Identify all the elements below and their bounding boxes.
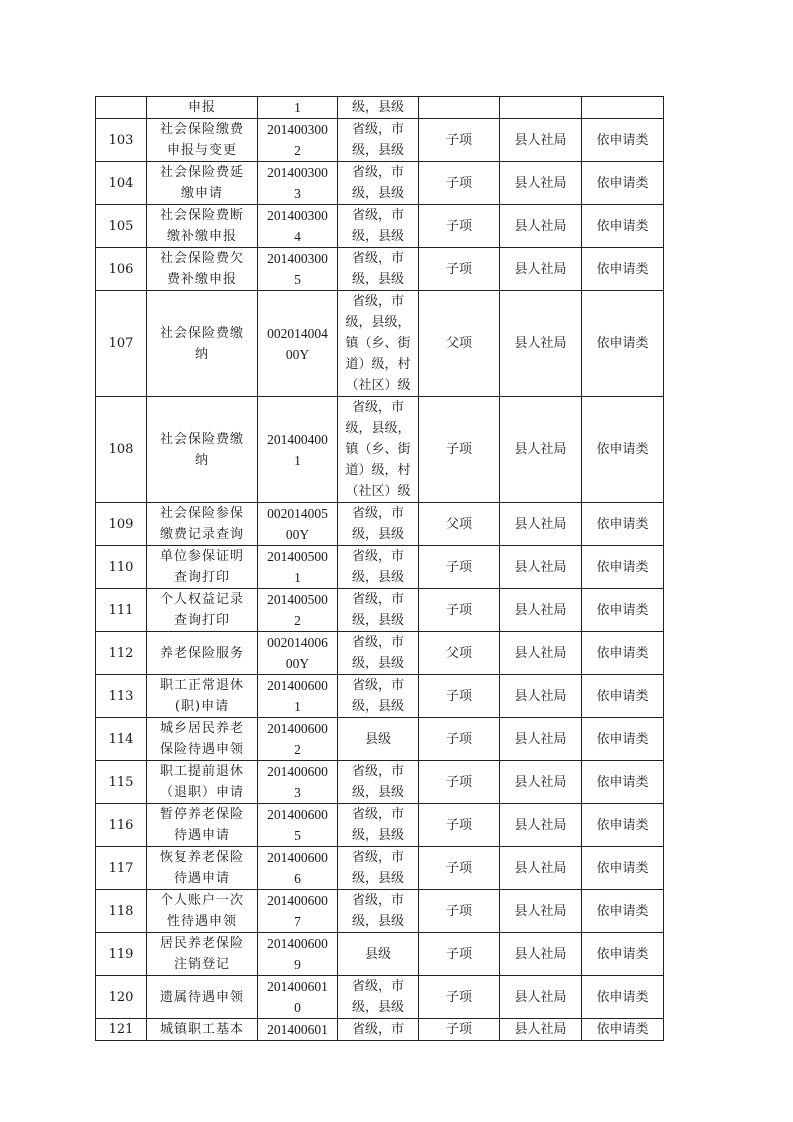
item-name-line: 待遇申请 — [173, 828, 230, 843]
applicable-level-line: 级，县级 — [351, 699, 404, 714]
row-number-cell: 108 — [96, 397, 147, 503]
row-number-cell: 118 — [96, 890, 147, 933]
table-row — [96, 589, 664, 632]
item-name-line: 性待遇申领 — [166, 914, 237, 929]
item-name-cell — [147, 1019, 258, 1041]
department-cell: 县人社局 — [500, 718, 582, 761]
applicable-level-line: 级，县级 — [351, 272, 404, 287]
item-type-cell: 子项 — [419, 933, 500, 976]
applicable-level-line: 省级，市 — [351, 850, 404, 865]
item-type-cell: 子项 — [419, 718, 500, 761]
item-code-cell — [258, 162, 338, 205]
applicable-level-line: 级，县级 — [351, 656, 404, 671]
row-number-cell: 103 — [96, 119, 147, 162]
item-name-cell — [147, 546, 258, 589]
applicable-level-line: 级，县级 — [351, 100, 404, 115]
applicable-level-cell — [338, 397, 419, 503]
department-cell: 县人社局 — [500, 933, 582, 976]
item-code-line: 201400300 — [267, 208, 328, 223]
item-name-cell — [147, 890, 258, 933]
item-name-line: 城乡居民养老 — [159, 721, 244, 736]
item-name-line: 社会保险费缴 — [159, 431, 244, 447]
category-cell: 依申请类 — [582, 119, 664, 162]
applicable-level-line: 级，县级， — [345, 421, 411, 436]
item-code-line: 0 — [294, 1000, 301, 1015]
item-name-cell — [147, 97, 258, 119]
item-type-cell: 父项 — [419, 632, 500, 675]
row-number-cell: 113 — [96, 675, 147, 718]
item-code-line: 4 — [294, 229, 301, 244]
item-code-line: 2 — [294, 613, 301, 628]
applicable-level-cell — [338, 291, 419, 397]
applicable-level-line: 省级，市 — [351, 764, 404, 779]
row-number-cell: 105 — [96, 205, 147, 248]
applicable-level-line: 级，县级 — [351, 914, 404, 929]
applicable-level-cell — [338, 162, 419, 205]
item-code-line: 6 — [294, 871, 301, 886]
applicable-level-line: 省级，市 — [351, 979, 404, 994]
item-name-line: 缴申请 — [180, 186, 223, 201]
applicable-level-line: 省级，市 — [351, 294, 404, 309]
row-number-cell: 117 — [96, 847, 147, 890]
item-code-cell — [258, 761, 338, 804]
applicable-level-line: 省级，市 — [351, 400, 404, 415]
applicable-level-line: 镇（乡、街 — [345, 442, 411, 457]
row-number-cell: 115 — [96, 761, 147, 804]
applicable-level-line: 省级，市 — [351, 208, 404, 223]
item-code-line: 3 — [294, 186, 301, 201]
item-code-cell — [258, 291, 338, 397]
applicable-level-line: 级，县级 — [351, 613, 404, 628]
applicable-level-line: 省级，市 — [351, 893, 404, 908]
item-code-line: 201400600 — [267, 936, 328, 951]
item-code-cell — [258, 675, 338, 718]
category-cell: 依申请类 — [582, 205, 664, 248]
item-name-cell — [147, 933, 258, 976]
item-name-line: 费补缴申报 — [166, 272, 237, 287]
item-name-cell — [147, 718, 258, 761]
applicable-level-line: 县级 — [364, 731, 391, 747]
applicable-level-cell — [338, 97, 419, 119]
category-cell: 依申请类 — [582, 976, 664, 1019]
item-name-line: 申报与变更 — [166, 143, 237, 158]
item-name-line: 申报 — [187, 100, 216, 115]
item-name-cell — [147, 632, 258, 675]
item-code-cell — [258, 632, 338, 675]
applicable-level-line: 道）级，村 — [345, 357, 411, 372]
item-type-cell: 子项 — [419, 890, 500, 933]
applicable-level-line: 道）级，村 — [345, 463, 411, 478]
item-code-line: 5 — [294, 272, 301, 287]
item-code-line: 1 — [294, 452, 301, 468]
table-row — [96, 1019, 664, 1041]
table-row — [96, 97, 664, 119]
category-cell — [582, 97, 664, 119]
applicable-level-cell — [338, 890, 419, 933]
applicable-level-line: 省级，市 — [351, 1022, 404, 1037]
table-row — [96, 205, 664, 248]
department-cell: 县人社局 — [500, 1019, 582, 1041]
department-cell: 县人社局 — [500, 397, 582, 503]
item-name-cell — [147, 397, 258, 503]
applicable-level-cell — [338, 503, 419, 546]
item-type-cell: 子项 — [419, 847, 500, 890]
item-type-cell: 子项 — [419, 1019, 500, 1041]
item-type-cell: 子项 — [419, 248, 500, 291]
table-row — [96, 847, 664, 890]
table-row — [96, 291, 664, 397]
applicable-level-cell — [338, 933, 419, 976]
applicable-level-line: 级，县级 — [351, 143, 404, 158]
item-name-cell — [147, 804, 258, 847]
item-name-line: 城镇职工基本 — [159, 1022, 244, 1037]
applicable-level-line: 级，县级 — [351, 527, 404, 542]
item-code-line: 201400601 — [267, 979, 328, 994]
item-name-line: 查询打印 — [173, 613, 230, 628]
department-cell: 县人社局 — [500, 890, 582, 933]
department-cell: 县人社局 — [500, 632, 582, 675]
item-type-cell: 子项 — [419, 589, 500, 632]
item-code-line: 201400600 — [267, 893, 328, 908]
applicable-level-line: 级，县级 — [351, 186, 404, 201]
category-cell: 依申请类 — [582, 291, 664, 397]
table-row — [96, 503, 664, 546]
category-cell: 依申请类 — [582, 675, 664, 718]
item-code-line: 7 — [294, 914, 301, 929]
item-code-line: 201400600 — [267, 850, 328, 865]
item-name-line: 缴补缴申报 — [166, 229, 237, 244]
item-code-line: 9 — [294, 957, 301, 972]
item-code-cell — [258, 933, 338, 976]
table-row — [96, 546, 664, 589]
category-cell: 依申请类 — [582, 546, 664, 589]
item-name-line: 社会保险费断 — [159, 208, 244, 223]
item-code-line: 002014006 — [267, 635, 328, 650]
applicable-level-line: 省级，市 — [351, 165, 404, 180]
item-code-cell — [258, 847, 338, 890]
department-cell: 县人社局 — [500, 205, 582, 248]
item-name-line: 社会保险费欠 — [159, 251, 244, 266]
applicable-level-line: 级，县级 — [351, 570, 404, 585]
applicable-level-line: （社区）级 — [345, 378, 411, 393]
category-cell: 依申请类 — [582, 718, 664, 761]
applicable-level-line: 县级 — [364, 946, 391, 962]
department-cell: 县人社局 — [500, 589, 582, 632]
applicable-level-line: 镇（乡、街 — [345, 336, 411, 351]
department-cell: 县人社局 — [500, 761, 582, 804]
item-code-cell — [258, 205, 338, 248]
item-type-cell: 子项 — [419, 205, 500, 248]
applicable-level-cell — [338, 546, 419, 589]
item-code-cell — [258, 1019, 338, 1041]
item-name-line: （退职）申请 — [159, 785, 244, 800]
item-name-cell — [147, 248, 258, 291]
applicable-level-cell — [338, 675, 419, 718]
item-code-cell — [258, 589, 338, 632]
item-name-line: 个人权益记录 — [159, 592, 244, 607]
category-cell: 依申请类 — [582, 761, 664, 804]
item-type-cell: 子项 — [419, 804, 500, 847]
item-code-line: 201400300 — [267, 165, 328, 180]
category-cell: 依申请类 — [582, 162, 664, 205]
item-code-line: 201400500 — [267, 549, 328, 564]
applicable-level-line: 省级，市 — [351, 251, 404, 266]
item-name-cell — [147, 589, 258, 632]
item-code-line: 3 — [294, 785, 301, 800]
item-name-cell — [147, 119, 258, 162]
applicable-level-line: 级，县级 — [351, 871, 404, 886]
item-name-line: 恢复养老保险 — [159, 850, 244, 865]
item-name-line: 社会保险费延 — [159, 165, 244, 180]
applicable-level-line: 省级，市 — [351, 592, 404, 607]
department-cell: 县人社局 — [500, 248, 582, 291]
department-cell: 县人社局 — [500, 546, 582, 589]
applicable-level-line: 省级，市 — [351, 122, 404, 137]
item-code-cell — [258, 546, 338, 589]
item-code-cell — [258, 97, 338, 119]
applicable-level-line: 省级，市 — [351, 635, 404, 650]
row-number-cell: 107 — [96, 291, 147, 397]
item-name-line: 职工提前退休 — [159, 764, 244, 779]
category-cell: 依申请类 — [582, 397, 664, 503]
applicable-level-cell — [338, 632, 419, 675]
item-code-line: 201400600 — [267, 807, 328, 822]
item-type-cell: 子项 — [419, 546, 500, 589]
item-code-line: 1 — [294, 100, 301, 115]
department-cell — [500, 97, 582, 119]
item-code-cell — [258, 119, 338, 162]
item-name-line: 单位参保证明 — [159, 549, 244, 564]
category-cell: 依申请类 — [582, 503, 664, 546]
applicable-level-line: （社区）级 — [345, 484, 411, 499]
item-type-cell: 子项 — [419, 675, 500, 718]
item-code-line: 1 — [294, 570, 301, 585]
item-type-cell: 父项 — [419, 291, 500, 397]
item-type-cell: 子项 — [419, 162, 500, 205]
department-cell: 县人社局 — [500, 675, 582, 718]
item-name-line: 纳 — [194, 346, 209, 362]
item-name-line: 缴费记录查询 — [159, 527, 244, 542]
item-code-cell — [258, 397, 338, 503]
applicable-level-line: 级，县级 — [351, 229, 404, 244]
applicable-level-cell — [338, 847, 419, 890]
item-name-line: 个人账户一次 — [159, 893, 244, 908]
row-number-cell — [96, 97, 147, 119]
applicable-level-line: 级，县级， — [345, 315, 411, 330]
item-name-line: 遗属待遇申领 — [159, 989, 244, 1005]
item-code-line: 2 — [294, 143, 301, 158]
item-code-cell — [258, 503, 338, 546]
department-cell: 县人社局 — [500, 162, 582, 205]
row-number-cell: 112 — [96, 632, 147, 675]
table-row — [96, 718, 664, 761]
row-number-cell: 104 — [96, 162, 147, 205]
table-row — [96, 804, 664, 847]
applicable-level-line: 省级，市 — [351, 506, 404, 521]
item-name-line: 职工正常退休 — [159, 678, 244, 693]
category-cell: 依申请类 — [582, 933, 664, 976]
applicable-level-cell — [338, 1019, 419, 1041]
category-cell: 依申请类 — [582, 890, 664, 933]
row-number-cell: 106 — [96, 248, 147, 291]
category-cell: 依申请类 — [582, 804, 664, 847]
item-code-line: 00Y — [285, 346, 310, 362]
item-code-cell — [258, 248, 338, 291]
item-code-line: 1 — [294, 699, 301, 714]
item-type-cell: 子项 — [419, 119, 500, 162]
item-name-cell — [147, 847, 258, 890]
item-type-cell — [419, 97, 500, 119]
table-row — [96, 675, 664, 718]
row-number-cell: 120 — [96, 976, 147, 1019]
applicable-level-line: 级，县级 — [351, 828, 404, 843]
row-number-cell: 121 — [96, 1019, 147, 1041]
item-name-line: 社会保险缴费 — [159, 122, 244, 137]
department-cell: 县人社局 — [500, 291, 582, 397]
department-cell: 县人社局 — [500, 119, 582, 162]
row-number-cell: 110 — [96, 546, 147, 589]
item-name-cell — [147, 291, 258, 397]
row-number-cell: 114 — [96, 718, 147, 761]
item-type-cell: 子项 — [419, 976, 500, 1019]
category-cell: 依申请类 — [582, 248, 664, 291]
table-row — [96, 890, 664, 933]
item-code-line: 201400300 — [267, 251, 328, 266]
category-cell: 依申请类 — [582, 632, 664, 675]
item-name-line: 居民养老保险 — [159, 936, 244, 951]
item-type-cell: 子项 — [419, 761, 500, 804]
department-cell: 县人社局 — [500, 847, 582, 890]
row-number-cell: 111 — [96, 589, 147, 632]
item-name-line: 养老保险服务 — [159, 645, 244, 661]
applicable-level-cell — [338, 761, 419, 804]
item-name-cell — [147, 976, 258, 1019]
item-code-line: 201400600 — [267, 678, 328, 693]
table-row — [96, 248, 664, 291]
row-number-cell: 116 — [96, 804, 147, 847]
item-type-cell: 父项 — [419, 503, 500, 546]
applicable-level-line: 级，县级 — [351, 785, 404, 800]
item-type-cell: 子项 — [419, 397, 500, 503]
item-name-line: 社会保险参保 — [159, 506, 244, 521]
item-code-line: 201400500 — [267, 592, 328, 607]
category-cell: 依申请类 — [582, 1019, 664, 1041]
item-name-line: 查询打印 — [173, 570, 230, 585]
item-code-line: 201400600 — [267, 764, 328, 779]
applicable-level-line: 级，县级 — [351, 1000, 404, 1015]
applicable-level-cell — [338, 248, 419, 291]
department-cell: 县人社局 — [500, 976, 582, 1019]
category-cell: 依申请类 — [582, 589, 664, 632]
table-row — [96, 162, 664, 205]
table-row — [96, 632, 664, 675]
service-list-table — [95, 96, 664, 1041]
item-code-line: 002014005 — [267, 506, 328, 521]
item-code-cell — [258, 890, 338, 933]
applicable-level-cell — [338, 589, 419, 632]
table-row — [96, 933, 664, 976]
table-row — [96, 397, 664, 503]
department-cell: 县人社局 — [500, 503, 582, 546]
applicable-level-cell — [338, 119, 419, 162]
item-code-line: 201400600 — [267, 721, 328, 736]
item-name-cell — [147, 162, 258, 205]
item-name-cell — [147, 503, 258, 546]
item-name-line: 暂停养老保险 — [159, 807, 244, 822]
item-code-line: 5 — [294, 828, 301, 843]
item-name-line: 社会保险费缴 — [159, 325, 244, 341]
applicable-level-cell — [338, 205, 419, 248]
item-code-line: 201400601 — [267, 1022, 328, 1037]
item-code-line: 002014004 — [267, 325, 328, 341]
item-code-cell — [258, 976, 338, 1019]
applicable-level-cell — [338, 718, 419, 761]
applicable-level-line: 省级，市 — [351, 807, 404, 822]
applicable-level-line: 省级，市 — [351, 549, 404, 564]
table-row — [96, 976, 664, 1019]
item-code-line: 00Y — [285, 527, 310, 542]
applicable-level-cell — [338, 976, 419, 1019]
table-row — [96, 119, 664, 162]
item-code-line: 00Y — [285, 656, 310, 671]
item-name-line: 注销登记 — [173, 957, 230, 972]
item-code-line: 201400300 — [267, 122, 328, 137]
item-code-line: 2 — [294, 742, 301, 757]
row-number-cell: 109 — [96, 503, 147, 546]
item-code-line: 201400400 — [267, 431, 328, 447]
applicable-level-line: 省级，市 — [351, 678, 404, 693]
item-name-line: 纳 — [194, 452, 209, 468]
item-name-line: 保险待遇申领 — [159, 742, 244, 757]
applicable-level-cell — [338, 804, 419, 847]
item-name-cell — [147, 675, 258, 718]
item-name-line: 待遇申请 — [173, 871, 230, 886]
table-row — [96, 761, 664, 804]
table-body — [96, 97, 664, 1041]
department-cell: 县人社局 — [500, 804, 582, 847]
item-name-cell — [147, 761, 258, 804]
item-code-cell — [258, 718, 338, 761]
item-code-cell — [258, 804, 338, 847]
row-number-cell: 119 — [96, 933, 147, 976]
category-cell: 依申请类 — [582, 847, 664, 890]
item-name-cell — [147, 205, 258, 248]
item-name-line: (职)申请 — [174, 699, 230, 714]
